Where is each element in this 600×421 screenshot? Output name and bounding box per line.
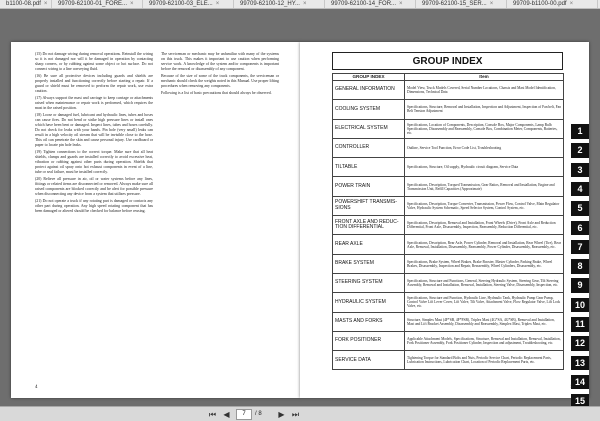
- tab-label: 99709-62100-01_FORE...: [58, 1, 128, 7]
- group-name: CONTROLLER: [333, 138, 405, 157]
- group-items: Outline, Service Tool Function, Error Code List, Troubleshooting: [405, 138, 564, 157]
- left-column: [35, 52, 153, 216]
- tab-label: 99709-62100-03_ELE...: [149, 1, 213, 7]
- group-items: Specifications, Structure, Oil supply, Hydraulic circuit diagram, Service Data: [405, 158, 564, 177]
- navigation-bar: [0, 406, 600, 421]
- paragraph: (18) Loose or damaged fuel, lubricant and hydraulic lines, tubes and hoses can cause fires. Do not bend or strike high pressure lines or install ones which have been bent or damaged. Inspect lines, tubes and hoses carefully. Do not check for leaks with your hands. Pin hole (very small) leaks can result in a high velocity oil stream that will be invisible close to the hose. This oil can penetrate the skin and cause personal injury. Use cardboard or paper to locate pin hole leaks.: [35, 112, 153, 148]
- table-row: [333, 312, 564, 331]
- section-tab[interactable]: 11: [571, 317, 589, 332]
- tab-bar: [0, 0, 600, 9]
- table-row: [333, 119, 564, 138]
- section-tab[interactable]: 2: [571, 143, 589, 158]
- section-tab[interactable]: 1: [571, 124, 589, 139]
- table-row: [333, 216, 564, 235]
- paragraph: (16) Be sure all protective devices including guards and shields are properly installed and functioning correctly before starting a repair. If a guard or shield must be removed to perform the repair work, use extra caution.: [35, 73, 153, 94]
- page-number: 4: [35, 385, 38, 390]
- section-tab[interactable]: 7: [571, 240, 589, 255]
- group-name: BRAKE SYSTEM: [333, 254, 405, 273]
- section-tab[interactable]: 14: [571, 375, 589, 390]
- close-icon[interactable]: ×: [399, 1, 403, 7]
- tab-label: 99709-62100-15_SER...: [422, 1, 487, 7]
- table-row: [333, 331, 564, 350]
- page-number-input[interactable]: 7: [236, 409, 252, 420]
- page-total: / 8: [255, 411, 262, 417]
- section-tab[interactable]: 8: [571, 259, 589, 274]
- first-page-button[interactable]: ⏮: [208, 410, 217, 419]
- group-name: POWER TRAIN: [333, 177, 405, 196]
- group-name: POWERSHIFT TRANSMIS-SIONS: [333, 196, 405, 215]
- paragraph: (15) Do not damage wiring during removal operations. Reinstall the wiring so it is not damaged nor will it be damaged in operation by contacting sharp corners, or by rubbing against some object or hot surface. Do not connect wiring to a line conveying fluid.: [35, 52, 153, 72]
- group-name: REAR AXLE: [333, 235, 405, 254]
- document-tab[interactable]: [325, 0, 416, 9]
- group-items: Specifications, Description, Removal and Installation, Front Wheels (Drive), Front Axle and Reduction Differential, Front Axle, Disassembly, Inspection, Reassembly, Reduction Differential, etc.: [405, 216, 564, 235]
- document-tab[interactable]: [143, 0, 234, 9]
- section-tab[interactable]: 6: [571, 221, 589, 236]
- group-name: STEERING SYSTEM: [333, 273, 405, 292]
- section-tab[interactable]: 3: [571, 163, 589, 178]
- document-tab[interactable]: [507, 0, 598, 9]
- table-row: [333, 100, 564, 119]
- section-tab[interactable]: 13: [571, 356, 589, 371]
- close-icon[interactable]: ×: [489, 1, 494, 7]
- previous-page-button[interactable]: ◀: [223, 410, 230, 419]
- group-name: FRONT AXLE AND REDUC-TION DIFFERENTIAL: [333, 216, 405, 235]
- next-page-button[interactable]: ▶: [278, 410, 285, 419]
- table-row: [333, 177, 564, 196]
- close-icon[interactable]: ×: [43, 1, 48, 7]
- close-icon[interactable]: ×: [569, 1, 574, 7]
- table-row: [333, 81, 564, 100]
- table-row: [333, 293, 564, 312]
- last-page-button[interactable]: ⏭: [291, 410, 300, 419]
- table-row: [333, 158, 564, 177]
- tab-label: 99709-b1100-00.pdf: [513, 1, 567, 7]
- table-row: [333, 138, 564, 157]
- paragraph: (21) Do not operate a truck if any rotating part is damaged or contacts any other part during operation. Any high speed rotating component that has been damaged or altered should be checked for balance before reusing.: [35, 199, 153, 214]
- section-tab[interactable]: 12: [571, 336, 589, 351]
- section-tab[interactable]: 5: [571, 201, 589, 216]
- group-items: Specifications, Description, Torque Converter, Transmission, Power Flow, Control Valve, Main Regulator Valve, Hydraulic System Schematic, Speed Selector System, Control System, etc.: [405, 196, 564, 215]
- group-items: Tightening Torque for Standard Bolts and Nuts, Periodic Service Chart, Periodic Replacement Parts, Lubrication Instructions, Lubrication Chart, Location of Periodic Replacement Parts, etc.: [405, 351, 564, 370]
- group-name: SERVICE DATA: [333, 351, 405, 370]
- right-column: [161, 52, 279, 98]
- pdf-viewer[interactable]: [0, 9, 600, 406]
- page-number: 5: [570, 385, 573, 390]
- group-items: Model View, Truck Models Covered, Serial Number Locations, Chassis and Mast Model Identification, Dimensions, Technical Data: [405, 81, 564, 100]
- left-page: [11, 42, 300, 398]
- page-title: GROUP INDEX: [332, 52, 563, 70]
- section-tab[interactable]: 10: [571, 298, 589, 313]
- group-items: Specifications, Structure and Functions, General, Steering Hydraulic System, Steering Gear, Tilt Steering Assembly, Removal and Installation, Removal, Installation, Steering Valve, Disassembly, Inspection, etc.: [405, 273, 564, 292]
- close-icon[interactable]: ×: [302, 1, 307, 7]
- paragraph: Because of the size of some of the truck components, the serviceman or mechanic should check the weights noted in this Manual. Use proper lifting procedures when removing any components.: [161, 73, 279, 89]
- group-name: ELECTRICAL SYSTEM: [333, 119, 405, 138]
- group-items: Specifications, Brake System, Wheel Brakes, Brake Booster, Master Cylinder, Parking Brake, Wheel Brakes, Disassembly, Inspection and Repair, Reassembly, Wheel Cylinders, Disassembly, etc.: [405, 254, 564, 273]
- group-name: MASTS AND FORKS: [333, 312, 405, 331]
- group-name: FORK POSITIONER: [333, 331, 405, 350]
- table-row: [333, 235, 564, 254]
- paragraph: (19) Tighten connections to the correct torque. Make sure that all heat shields, clamps and guards are installed correctly to avoid excessive heat, vibration or rubbing against other parts during operation. Shields that protect against oil spray onto hot exhaust components in event of a line, tube or seal failure, must be installed correctly.: [35, 150, 153, 175]
- group-index-table: [332, 73, 564, 370]
- group-name: TILTABLE: [333, 158, 405, 177]
- close-icon[interactable]: ×: [130, 1, 134, 7]
- table-row: [333, 254, 564, 273]
- group-name: COOLING SYSTEM: [333, 100, 405, 119]
- close-icon[interactable]: ×: [215, 1, 220, 7]
- group-items: Applicable Attachment Models, Specifications, Structure, Removal and Installation, Removal, Installation, Fork Positioner Assembly, Fork Positioner Cylinder, Inspection and adjustment, Troubleshooting, etc.: [405, 331, 564, 350]
- group-items: Specifications, Location of Components, Description, Console Box, Major Components, Lamp Bulb Specifications, Disassembly and Reassembly, Console Box, Combination Meter, Components, Batteries, etc.: [405, 119, 564, 138]
- document-tab[interactable]: [416, 0, 507, 9]
- column-header-item: Item: [405, 74, 564, 81]
- paragraph: (17) Always support the mast and carriage to keep carriage or attachments raised when maintenance or repair work is performed, which requires the mast in the raised position.: [35, 95, 153, 111]
- tab-label: 99709-62100-12_HY...: [240, 1, 300, 7]
- tab-label: b1100-08.pdf: [6, 1, 41, 7]
- group-name: HYDRAULIC SYSTEM: [333, 293, 405, 312]
- group-items: Specifications, Structure and Function, Hydraulic Line, Hydraulic Tank, Hydraulic Pump Gear Pump, Control Valve Lift Lever Cover, Lift Valve, Tilt Valve, Attachment Valve, Flow Regulator Valve, Lift Lock Valve, etc.: [405, 293, 564, 312]
- paragraph: The serviceman or mechanic may be unfamiliar with many of the systems on this truck. This makes it important to use caution when performing service work. A knowledge of the system and/or components is important before the removal or disassembly of any component.: [161, 52, 279, 72]
- tab-label: 99709-62100-14_FOR...: [331, 1, 397, 7]
- paragraph: Following is a list of basic precautions that should always be observed.: [161, 90, 272, 95]
- document-tab[interactable]: [52, 0, 143, 9]
- group-items: Specifications, Description, Torqued Transmission, Gear Ratios, Removal and Installation, Engine and Transmission Unit, Refill Capacities (Approximate): [405, 177, 564, 196]
- group-items: Specifications, Description, Rear Axle, Power Cylinder, Removal and Installation, Rear Wheel (Tire), Rear Axle, Removal, Installation, Disassembly, Reassembly, Power Cylinder, Disassembly, Reassembly, etc.: [405, 235, 564, 254]
- table-row: [333, 196, 564, 215]
- group-items: Specifications, Structure, Removal and Installation, Inspection and Adjustment, Inspection of Fan belt, Fan Belt Tension Adjustment: [405, 100, 564, 119]
- document-tab[interactable]: [0, 0, 52, 9]
- document-tab[interactable]: [234, 0, 325, 9]
- section-tab[interactable]: 4: [571, 182, 589, 197]
- group-items: Structure, Simplex Mast (4F*SB, 4F*FSB), Triplex Mast (4G*SA, 4G*SB), Removal and Installation, Mast and Lift Bracket Assembly, Disassembly and Reassembly, Simplex Mast, Triplex Mast, etc.: [405, 312, 564, 331]
- paragraph: (20) Relieve all pressure in air, oil or water systems before any lines, fittings or related items are disconnected or removed. Always make sure all raised components are blocked correctly and be alert for possible pressure when disconnecting any device from a system that utilizes pressure.: [35, 177, 153, 197]
- section-tab[interactable]: 9: [571, 278, 589, 293]
- table-row: [333, 273, 564, 292]
- group-name: GENERAL INFORMATION: [333, 81, 405, 100]
- column-header-group: GROUP INDEX: [333, 74, 405, 81]
- right-page: [300, 42, 589, 407]
- table-row: [333, 351, 564, 370]
- section-tab[interactable]: 15: [571, 394, 589, 409]
